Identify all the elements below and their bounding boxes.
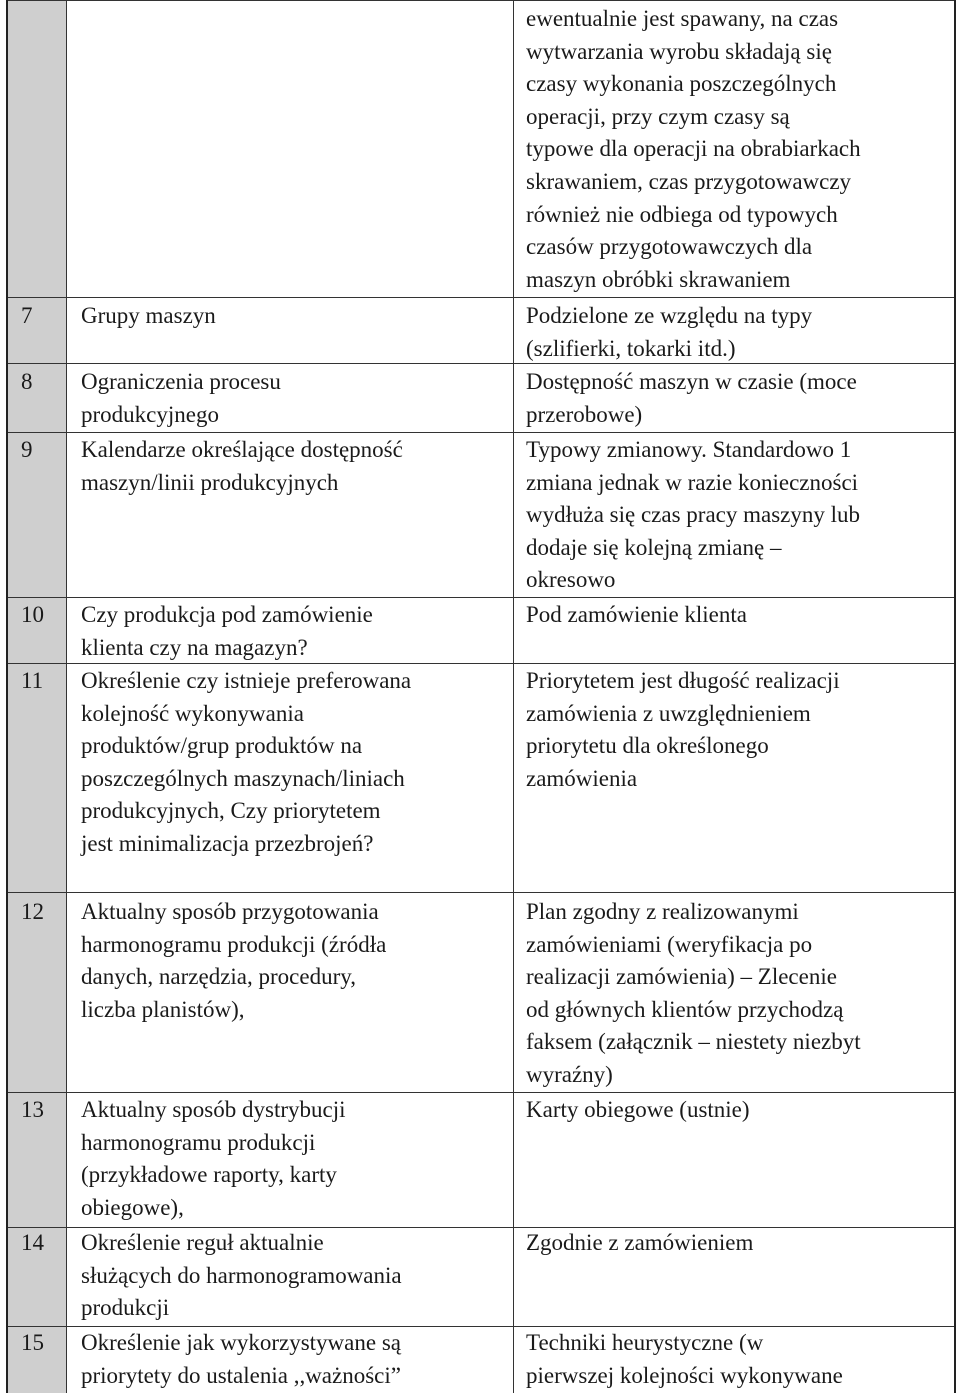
continued-cell-text: ewentualnie jest spawany, na czas wytwarzania wyrobu składają się czasy wykonania poszczególnych operacji, przy czym czasy są typowe dla operacji na obrabiarkach skrawaniem, czas przygotowawczy również nie odbiega od typowych czasów przygotowawczych dla maszyn obróbki skrawaniem <box>526 6 861 292</box>
row-value: Priorytetem jest długość realizacji zamówienia z uwzględnieniem priorytetu dla określonego zamówienia <box>526 668 840 791</box>
row-label: Aktualny sposób przygotowania harmonogramu produkcji (źródła danych, narzędzia, procedury, liczba planistów), <box>81 899 387 1022</box>
row-number: 14 <box>21 1230 44 1255</box>
row-divider <box>8 597 954 598</box>
row-number: 8 <box>21 369 33 394</box>
requirements-table <box>6 0 956 1393</box>
row-value: Karty obiegowe (ustnie) <box>526 1097 750 1122</box>
row-number: 10 <box>21 602 44 627</box>
row-divider <box>8 432 954 433</box>
row-number: 11 <box>21 668 44 693</box>
row-value: Dostępność maszyn w czasie (moce przerobowe) <box>526 369 857 427</box>
row-label: Aktualny sposób dystrybucji harmonogramu produkcji (przykładowe raporty, karty obiegowe), <box>81 1097 346 1220</box>
row-label: Określenie jak wykorzystywane są priorytety do ustalenia ,,ważności” <box>81 1330 401 1388</box>
row-number: 9 <box>21 437 33 462</box>
column-divider <box>66 0 67 1393</box>
row-number: 15 <box>21 1330 44 1355</box>
row-divider <box>8 297 954 298</box>
column-divider <box>513 0 514 1393</box>
row-label: Grupy maszyn <box>81 303 216 328</box>
row-label: Określenie czy istnieje preferowana kolejność wykonywania produktów/grup produktów na poszczególnych maszynach/liniach produkcyjnych, Czy priorytetem jest minimalizacja przezbrojeń? <box>81 668 412 856</box>
row-label: Czy produkcja pod zamówienie klienta czy na magazyn? <box>81 602 373 660</box>
row-divider <box>8 892 954 893</box>
row-value: Pod zamówienie klienta <box>526 602 747 627</box>
row-value: Typowy zmianowy. Standardowo 1 zmiana jednak w razie konieczności wydłuża się czas pracy maszyny lub dodaje się kolejną zmianę – okresowo <box>526 437 861 593</box>
row-value: Techniki heurystyczne (w pierwszej kolejności wykonywane <box>526 1330 843 1388</box>
row-label: Określenie reguł aktualnie służących do harmonogramowania produkcji <box>81 1230 402 1321</box>
row-value: Podzielone ze względu na typy (szlifierki, tokarki itd.) <box>526 303 813 361</box>
row-number: 7 <box>21 303 33 328</box>
row-divider <box>8 1092 954 1093</box>
row-value: Plan zgodny z realizowanymi zamówieniami (weryfikacja po realizacji zamówienia) – Zlecenie od głównych klientów przychodzą faksem (załącznik – niestety niezbyt wyraźny) <box>526 899 861 1087</box>
row-label: Kalendarze określające dostępność maszyn/linii produkcyjnych <box>81 437 403 495</box>
row-value: Zgodnie z zamówieniem <box>526 1230 754 1255</box>
row-label: Ograniczenia procesu produkcyjnego <box>81 369 281 427</box>
row-divider <box>8 0 954 1</box>
row-number: 12 <box>21 899 44 924</box>
row-number: 13 <box>21 1097 44 1122</box>
